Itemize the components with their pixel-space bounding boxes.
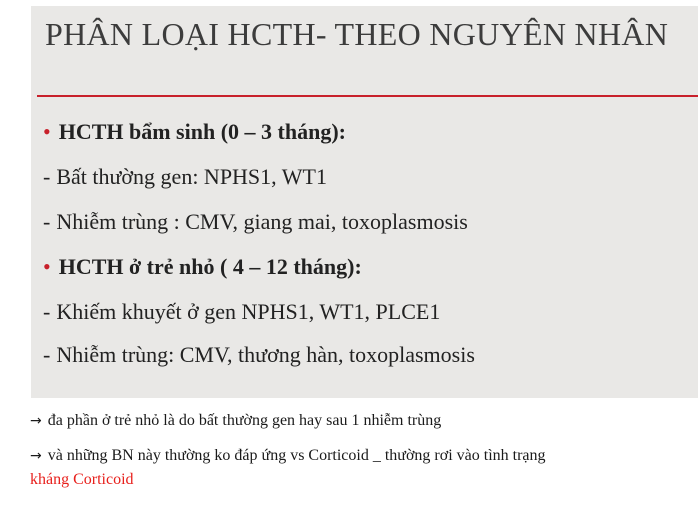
list-item-text: Nhiễm trùng: CMV, thương hàn, toxoplasmosis <box>56 342 475 367</box>
slide-image <box>31 6 698 398</box>
bullet-icon: • <box>43 254 51 279</box>
list-item <box>43 209 468 235</box>
list-item <box>43 299 440 325</box>
group-heading-text: HCTH ở trẻ nhỏ ( 4 – 12 tháng): <box>58 254 362 279</box>
dash-marker: - <box>43 164 51 189</box>
slide-title: PHÂN LOẠI HCTH- THEO NGUYÊN NHÂN <box>45 16 669 52</box>
group-heading-congenital <box>43 119 346 145</box>
list-item-text: Khiếm khuyết ở gen NPHS1, WT1, PLCE1 <box>56 299 441 324</box>
list-item-text: Nhiễm trùng : CMV, giang mai, toxoplasmosis <box>56 209 468 234</box>
arrow-right-icon: → <box>30 413 42 429</box>
list-item <box>43 164 327 190</box>
note-line-1 <box>30 412 441 430</box>
group-heading-infant <box>43 254 362 280</box>
title-divider <box>37 95 698 97</box>
list-item <box>43 342 475 368</box>
note-text: và những BN này thường ko đáp ứng vs Corticoid _ thường rơi vào tình trạng <box>47 447 546 464</box>
dash-marker: - <box>43 209 51 234</box>
note-text: đa phần ở trẻ nhỏ là do bất thường gen hay sau 1 nhiễm trùng <box>47 412 442 429</box>
bullet-icon: • <box>43 119 51 144</box>
note-line-3-highlight: kháng Corticoid <box>30 471 134 488</box>
group-heading-text: HCTH bẩm sinh (0 – 3 tháng): <box>58 119 346 144</box>
arrow-right-icon: → <box>30 448 42 464</box>
note-line-2 <box>30 447 546 465</box>
list-item-text: Bất thường gen: NPHS1, WT1 <box>56 164 327 189</box>
dash-marker: - <box>43 342 51 367</box>
dash-marker: - <box>43 299 51 324</box>
